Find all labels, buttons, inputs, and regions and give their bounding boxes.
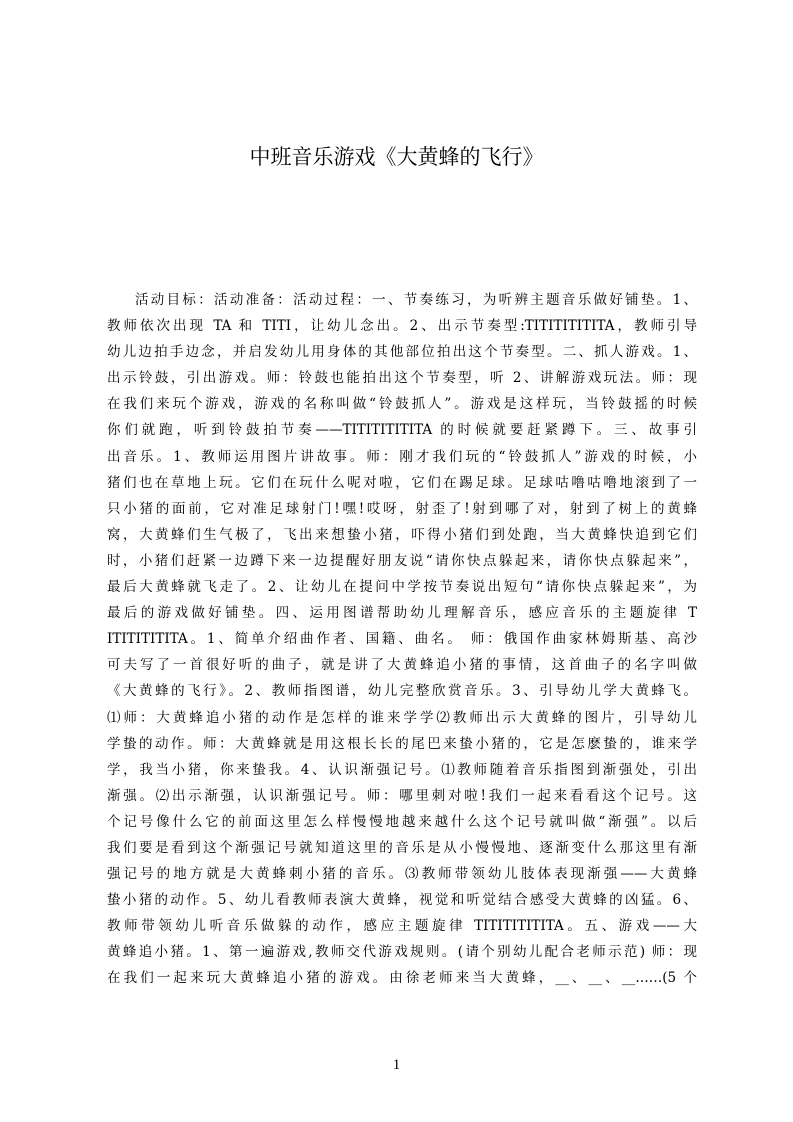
body-line: ⑴师：大黄蜂追小猪的动作是怎样的谁来学学⑵教师出示大黄蜂的图片，引导幼儿	[107, 709, 697, 726]
body-line: 在我们来玩个游戏，游戏的名称叫做“铃鼓抓人”。游戏是这样玩，当铃鼓摇的时候	[107, 396, 697, 413]
body-line: 强记号的地方就是大黄蜂刺小猪的音乐。⑶教师带领幼儿肢体表现渐强——大黄蜂	[107, 866, 697, 883]
body-line: 只小猪的面前，它对准足球射门!嘿!哎呀，射歪了!射到哪了对，射到了树上的黄蜂	[107, 500, 697, 517]
body-line: 幼儿边拍手边念，并启发幼儿用身体的其他部位拍出这个节奏型。二、抓人游戏。1、	[107, 344, 697, 361]
page-number: 1	[392, 1057, 401, 1073]
body-line: 蛰小猪的动作。5、幼儿看教师表演大黄蜂，视觉和听觉结合感受大黄蜂的凶猛。6、	[107, 892, 697, 909]
body-line: 渐强。⑵出示渐强，认识渐强记号。师：哪里刺对啦!我们一起来看看这个记号。这	[107, 787, 697, 804]
body-line: 学蛰的动作。师：大黄蜂就是用这根长长的尾巴来蛰小猪的，它是怎麽蛰的，谁来学	[107, 735, 697, 752]
body-text	[107, 287, 697, 1012]
body-line: 最后的游戏做好铺垫。四、运用图谱帮助幼儿理解音乐，感应音乐的主题旋律 T	[107, 605, 697, 622]
document-title: 中班音乐游戏《大黄蜂的飞行》	[249, 145, 544, 169]
body-line: 黄蜂追小猪。1、第一遍游戏,教师交代游戏规则。(请个别幼儿配合老师示范) 师：现	[107, 944, 697, 961]
body-line: 个记号像什么它的前面这里怎么样慢慢地越来越什么这个记号就叫做“渐强”。以后	[107, 813, 697, 830]
body-line: 《大黄蜂的飞行》。2、教师指图谱，幼儿完整欣赏音乐。3、引导幼儿学大黄蜂飞。	[107, 683, 697, 700]
body-line: 窝，大黄蜂们生气极了，飞出来想蛰小猪，吓得小猪们到处跑，当大黄蜂快追到它们	[107, 526, 697, 543]
body-line: 学，我当小猪，你来蛰我。4、认识渐强记号。⑴教师随着音乐指图到渐强处，引出	[107, 761, 697, 778]
body-line: 最后大黄蜂就飞走了。2、让幼儿在提问中学按节奏说出短句“请你快点躲起来”，为	[107, 579, 697, 596]
body-line: 时，小猪们赶紧一边蹲下来一边提醒好朋友说“请你快点躲起来，请你快点躲起来”，	[107, 552, 697, 569]
body-line: ITITITITITA。1、简单介绍曲作者、国籍、曲名。 师：俄国作曲家林姆斯基、高沙	[107, 631, 697, 648]
body-line: 活动目标：活动准备：活动过程：一、节奏练习，为听辨主题音乐做好铺垫。1、	[135, 292, 697, 308]
body-line: 教师依次出现 TA 和 TITI，让幼儿念出。2、出示节奏型:TITITITITITA，教师引导	[107, 318, 697, 335]
body-line: 出音乐。1、教师运用图片讲故事。师：刚才我们玩的“铃鼓抓人”游戏的时候，小	[107, 448, 697, 465]
body-line: 猪们也在草地上玩。它们在玩什么呢对啦，它们在踢足球。足球咕噜咕噜地滚到了一	[107, 474, 697, 491]
body-line: 在我们一起来玩大黄蜂追小猪的游戏。由徐老师来当大黄蜂，__、__、__……(5 个	[107, 970, 697, 987]
body-line: 出示铃鼓，引出游戏。师：铃鼓也能拍出这个节奏型，听 2、讲解游戏玩法。师：现	[107, 370, 697, 387]
body-line: 可夫写了一首很好听的曲子，就是讲了大黄蜂追小猪的事情，这首曲子的名字叫做	[107, 657, 697, 674]
body-line: 教师带领幼儿听音乐做躲的动作，感应主题旋律 TITITITITITA。五、游戏——大	[107, 918, 697, 935]
body-line: 你们就跑，听到铃鼓拍节奏——TITITITITITA 的时候就要赶紧蹲下。三、故事引	[107, 422, 697, 439]
body-line: 我们要是看到这个渐强记号就知道这里的音乐是从小慢慢地、逐渐变什么那这里有渐	[107, 839, 697, 856]
